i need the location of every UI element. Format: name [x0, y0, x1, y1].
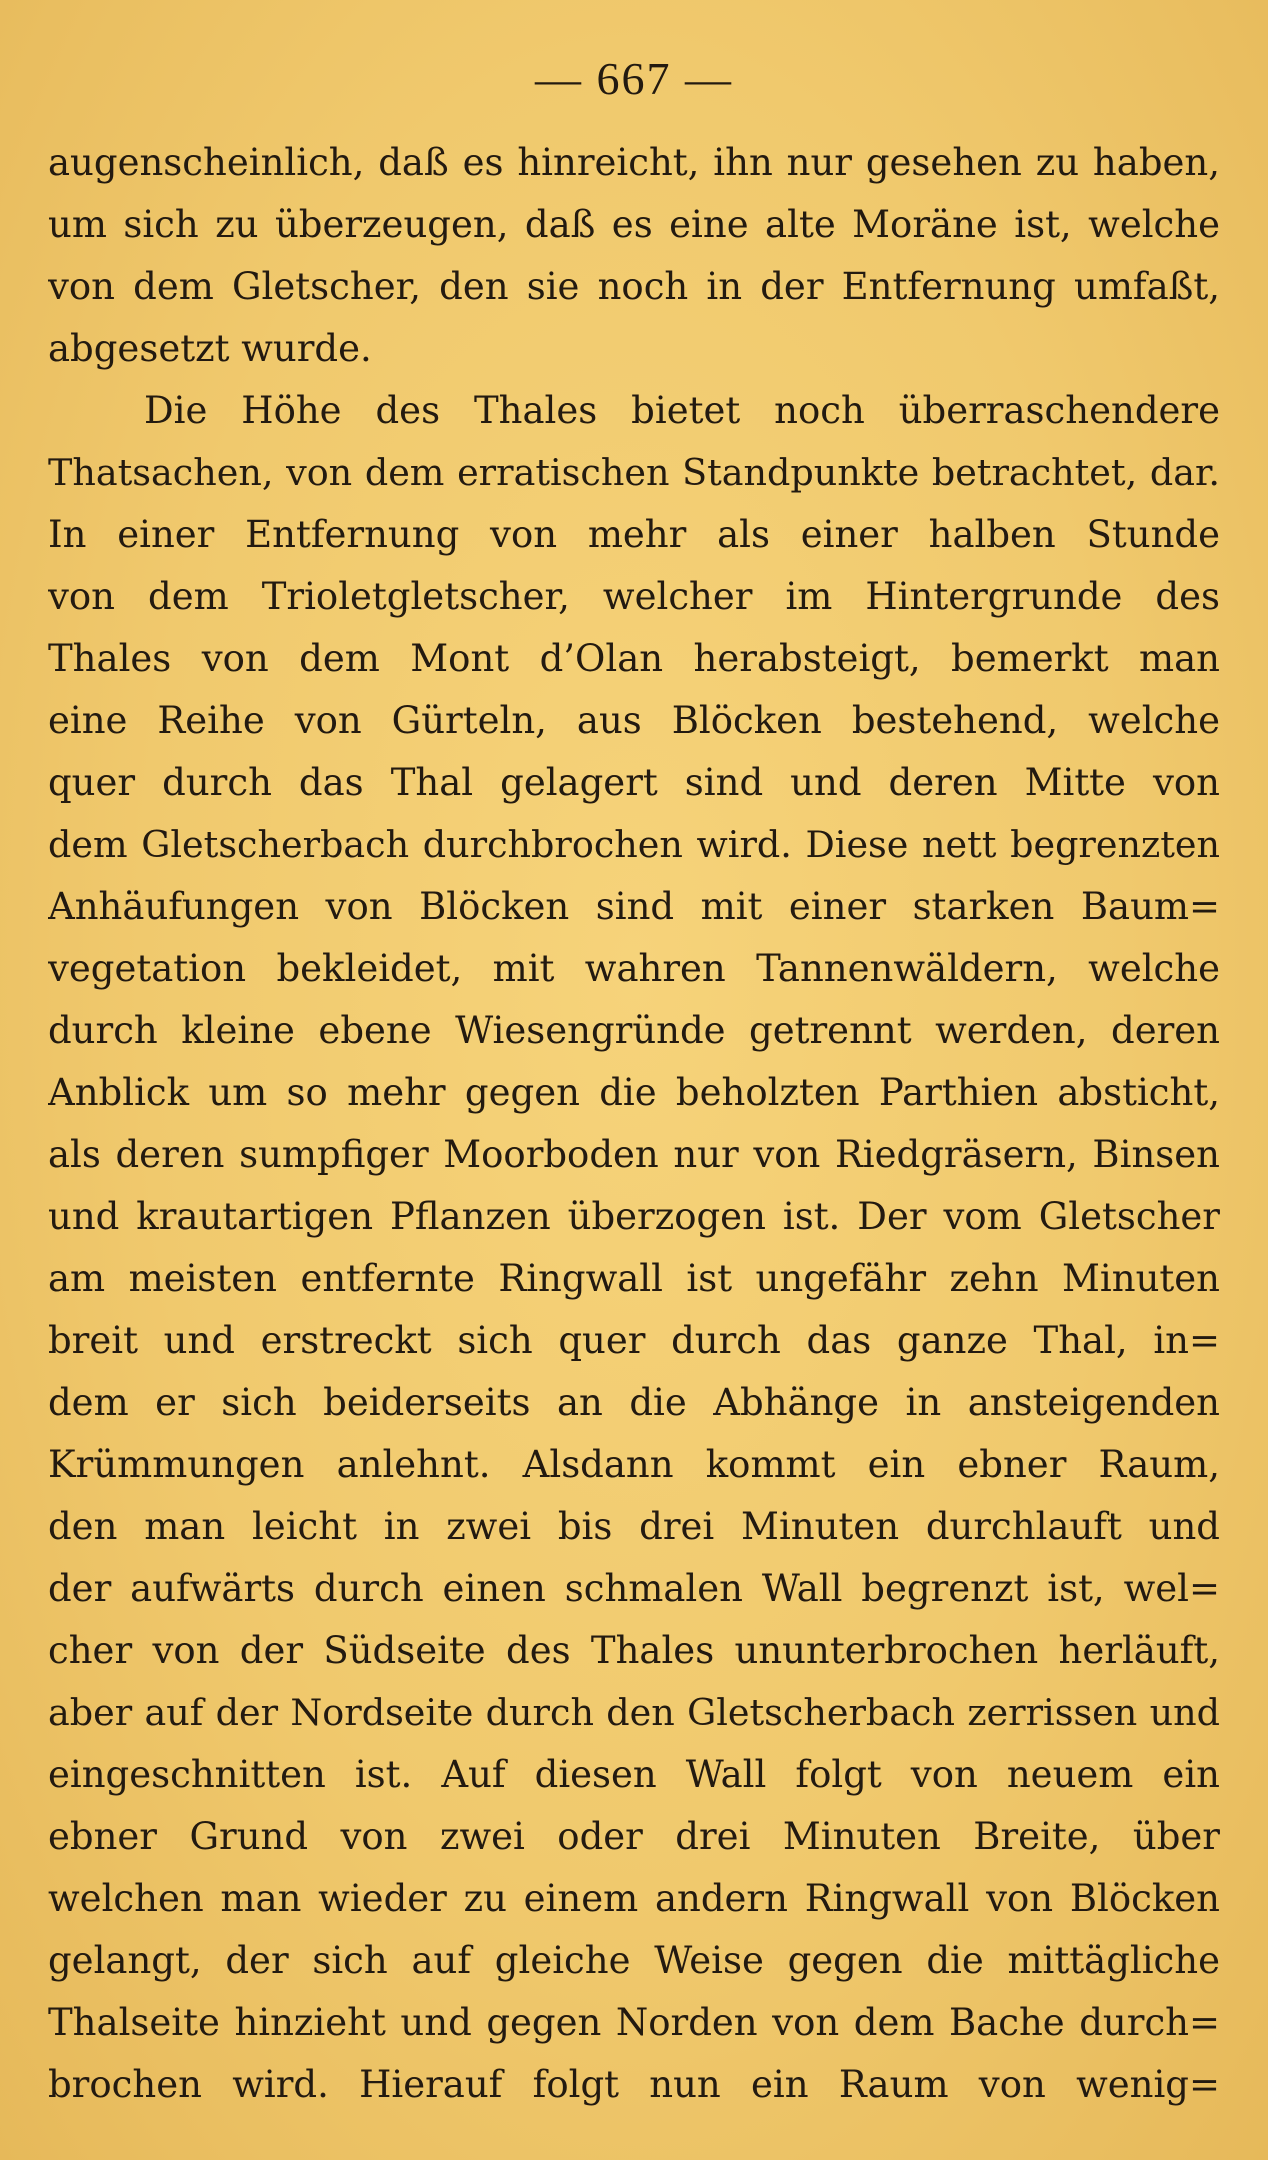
text-line: eingeschnitten ist. Auf diesen Wall folgt von neuem ein [48, 1753, 1220, 1796]
text-line: als deren sumpfiger Moorboden nur von Riedgräsern, Binsen [48, 1133, 1220, 1176]
text-line: von dem Gletscher, den sie noch in der Entfernung umfaßt, [48, 265, 1220, 308]
text-line: breit und erstreckt sich quer durch das ganze Thal, in= [48, 1319, 1220, 1362]
text-line: um sich zu überzeugen, daß es eine alte Moräne ist, welche [48, 203, 1220, 246]
text-line: Anhäufungen von Blöcken sind mit einer starken Baum= [48, 885, 1220, 928]
text-line: am meisten entfernte Ringwall ist ungefähr zehn Minuten [48, 1257, 1220, 1300]
text-line: aber auf der Nordseite durch den Gletscherbach zerrissen und [48, 1691, 1220, 1734]
text-line: eine Reihe von Gürteln, aus Blöcken bestehend, welche [48, 699, 1220, 742]
text-line: abgesetzt wurde. [48, 327, 372, 370]
text-line: gelangt, der sich auf gleiche Weise gegen die mittägliche [48, 1939, 1220, 1982]
text-line: brochen wird. Hierauf folgt nun ein Raum von wenig= [48, 2063, 1220, 2106]
paragraph-1 [48, 132, 1220, 380]
text-line: Thatsachen, von dem erratischen Standpunkte betrachtet, dar. [48, 451, 1220, 494]
text-line: Die Höhe des Thales bietet noch überraschendere [144, 389, 1220, 432]
text-line: Anblick um so mehr gegen die beholzten Parthien absticht, [48, 1071, 1220, 1114]
text-line: In einer Entfernung von mehr als einer halben Stunde [48, 513, 1220, 556]
text-line: den man leicht in zwei bis drei Minuten durchlauft und [48, 1505, 1220, 1548]
text-line: dem er sich beiderseits an die Abhänge in ansteigenden [48, 1381, 1220, 1424]
text-line: ebner Grund von zwei oder drei Minuten Breite, über [48, 1815, 1220, 1858]
text-line: augenscheinlich, daß es hinreicht, ihn nur gesehen zu haben, [48, 141, 1220, 184]
text-line: Thalseite hinzieht und gegen Norden von dem Bache durch= [48, 2001, 1220, 2044]
text-line: welchen man wieder zu einem andern Ringwall von Blöcken [48, 1877, 1220, 1920]
text-line: quer durch das Thal gelagert sind und deren Mitte von [48, 761, 1220, 804]
text-line: von dem Trioletgletscher, welcher im Hintergrunde des [48, 575, 1220, 618]
text-line: und krautartigen Pflanzen überzogen ist. Der vom Gletscher [48, 1195, 1220, 1238]
text-line: vegetation bekleidet, mit wahren Tannenwäldern, welche [48, 947, 1220, 990]
paragraph-2 [48, 380, 1220, 2116]
text-line: dem Gletscherbach durchbrochen wird. Diese nett begrenzten [48, 823, 1220, 866]
text-line: Thales von dem Mont d’Olan herabsteigt, bemerkt man [48, 637, 1220, 680]
text-line: Krümmungen anlehnt. Alsdann kommt ein ebner Raum, [48, 1443, 1220, 1486]
text-line: cher von der Südseite des Thales ununterbrochen herläuft, [48, 1629, 1220, 1672]
page-number: — 667 — [535, 53, 733, 104]
text-line: der aufwärts durch einen schmalen Wall begrenzt ist, wel= [48, 1567, 1220, 1610]
text-line: durch kleine ebene Wiesengründe getrennt werden, deren [48, 1009, 1220, 1052]
